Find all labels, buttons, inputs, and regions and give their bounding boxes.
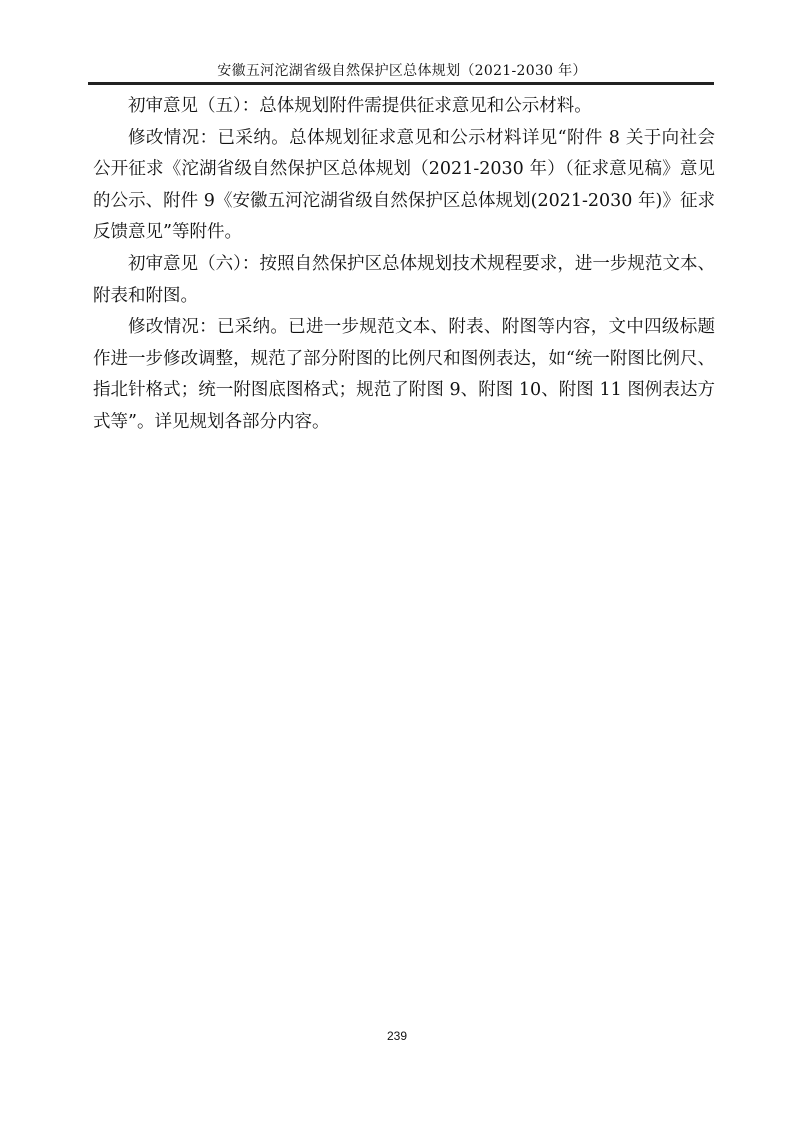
paragraph-revision-6: 修改情况：已采纳。已进一步规范文本、附表、附图等内容，文中四级标题作进一步修改调整，规范了部分附图的比例尺和图例表达，如“统一附图比例尺、指北针格式；统一附图底图格式；规范了附图 9、附图 10、附图 11 图例表达方式等”。详见规划各部分内容。: [93, 317, 715, 432]
paragraph-review-opinion-5: 初审意见（五）：总体规划附件需提供征求意见和公示材料。: [128, 96, 592, 116]
paragraph-review-opinion-6: 初审意见（六）：按照自然保护区总体规划技术规程要求，进一步规范文本、附表和附图。: [93, 253, 715, 306]
document-title: 安徽五河沱湖省级自然保护区总体规划（2021-2030 年）: [217, 63, 587, 79]
header-divider: [88, 82, 714, 85]
page-number: 239: [386, 1029, 408, 1043]
paragraph-revision-5: 修改情况：已采纳。总体规划征求意见和公示材料详见“附件 8 关于向社会公开征求《沱湖省级自然保护区总体规划（2021-2030 年）（征求意见稿》意见的公示、附件 9《安徽五河沱湖省级自然保护区总体规划(2021-2030 年)》征求反馈意见”等附件。: [93, 127, 715, 243]
document-body: [93, 91, 715, 439]
